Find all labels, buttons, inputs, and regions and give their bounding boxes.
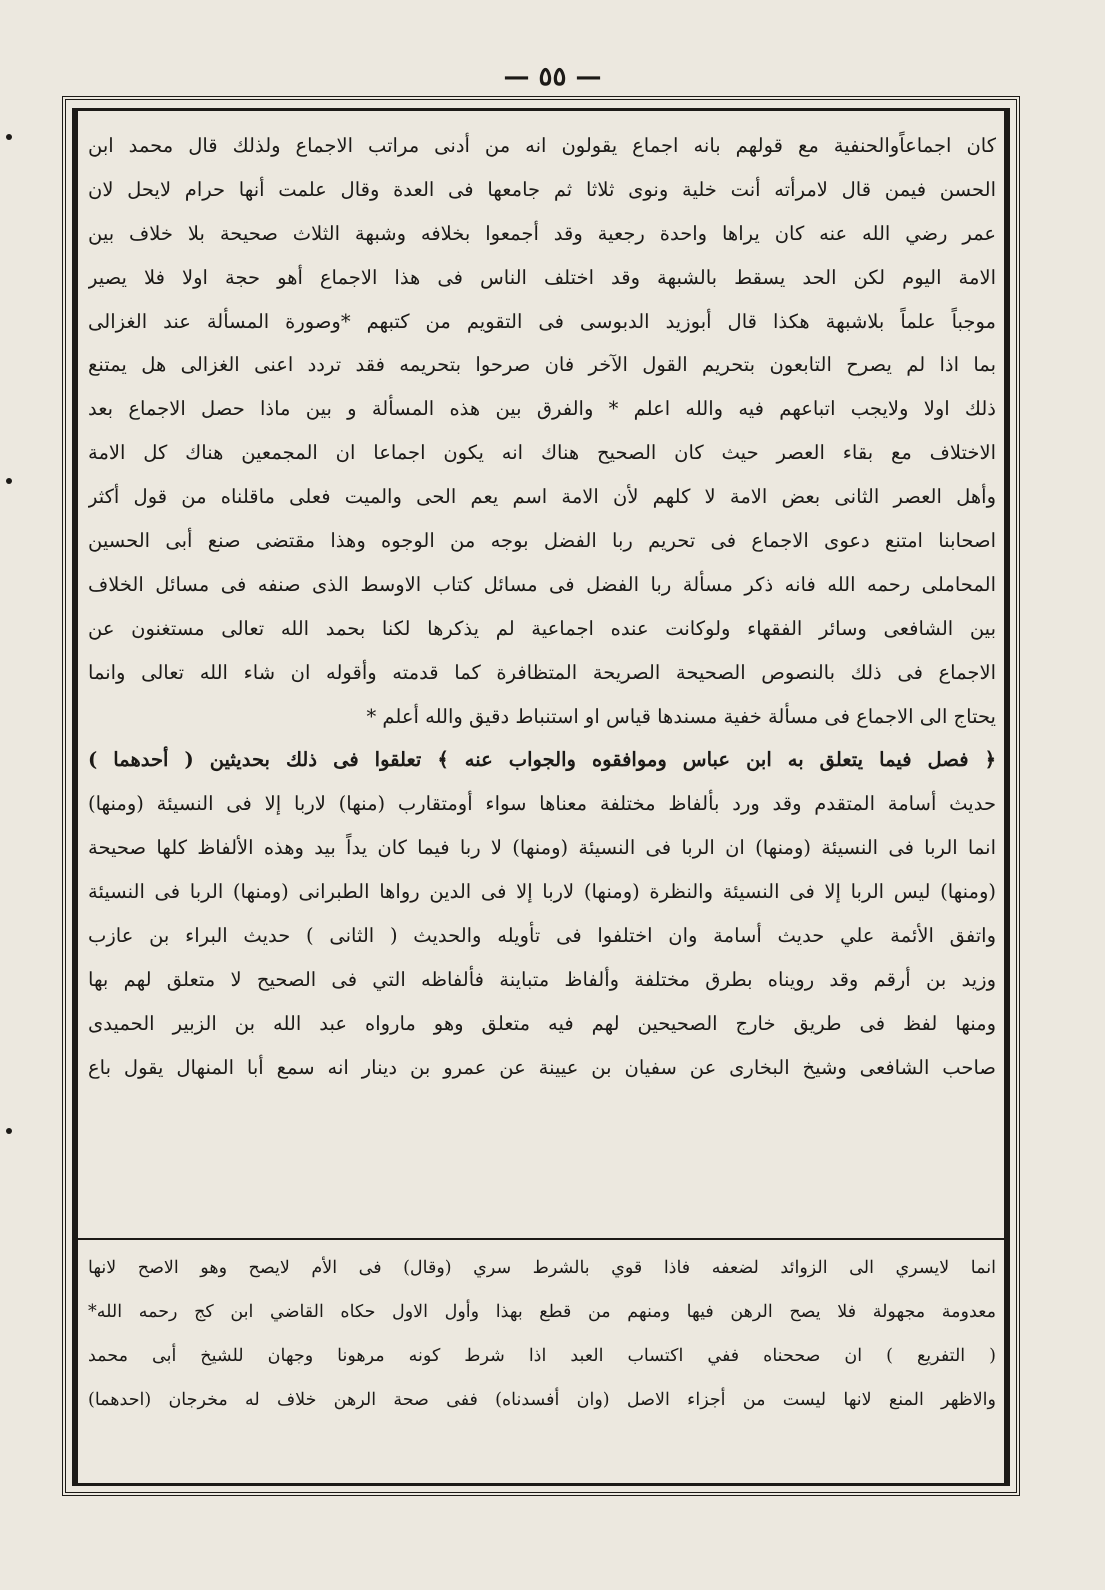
text-line: ومنها لفظ فى طريق خارج الصحيحين لهم فيه متعلق وهو مارواه عبد الله بن الزبير الحميدى xyxy=(88,1011,996,1035)
text-line: (ومنها) ليس الربا إلا فى النسيئة والنظرة (ومنها) لاربا إلا فى الدين رواها الطبرانى (ومنها) الربا فى النسيئة xyxy=(88,880,996,904)
text-line: اصحابنا امتنع دعوى الاجماع فى تحريم ربا الفضل بوجه من الوجوه وهذا مقتضى صنع أبى الحسين xyxy=(88,529,996,553)
text-line: واتفق الأئمة علي حديث أسامة وان اختلفوا فى تأويله والحديث ( الثانى ) حديث البراء بن عازب xyxy=(88,924,996,948)
footnote-line: انما لايسري الى الزوائد لضعفه فاذا قوي بالشرط سري (وقال) فى الأم لايصح وهو الاصح لانها xyxy=(88,1258,996,1278)
text-line: يحتاج الى الاجماع فى مسألة خفية مسندها قياس او استنباط دقيق والله أعلم * xyxy=(366,704,996,728)
text-line: الاجماع فى ذلك بالنصوص الصحيحة الصريحة المتظافرة كما قدمته وأقوله ان شاء الله تعالى وانما xyxy=(88,660,996,684)
text-line: الحسن فيمن قال لامرأته أنت خلية ونوى ثلاثا ثم جامعها فى العدة وقال علمت أنها حرام لايحل لان xyxy=(88,177,996,201)
text-line: المحاملى رحمه الله فانه ذكر مسألة ربا الفضل فى مسائل كتاب الاوسط الذى صنفه فى مسائل الخلاف xyxy=(88,572,996,596)
text-line: ذلك اولا ولايجب اتباعهم فيه والله اعلم * والفرق بين هذه المسألة و بين ماذا حصل الاجماع بعد xyxy=(88,397,996,421)
main-text xyxy=(88,124,996,1224)
text-line: بما اذا لم يصرح التابعون بتحريم القول الآخر فان صرحوا بتحريمه فقد تردد اعنى الغزالى هل يمتنع xyxy=(88,353,996,377)
text-line: الامة اليوم لكن الحد يسقط بالشبهة وقد اختلف الناس فى هذا الاجماع أهو حجة اولا فلا يصير xyxy=(88,265,996,289)
footnote-line: والاظهر المنع لانها ليست من أجزاء الاصل (وان أفسدناه) ففى صحة الرهن خلاف له مخرجان (احدهما) xyxy=(88,1390,996,1410)
text-line: حديث أسامة المتقدم وقد ورد بألفاظ مختلفة معناها سواء أومتقارب (منها) لاربا إلا فى النسيئة (ومنها) xyxy=(88,792,996,816)
text-line: الاختلاف مع بقاء العصر حيث كان الصحيح هناك انه يكون اجماعا ان المجمعين هناك كل الامة xyxy=(88,441,996,465)
text-line: انما الربا فى النسيئة (ومنها) ان الربا فى النسيئة (ومنها) لا ربا فيما كان يداً بيد وهذه الألفاظ كلها صحيحة xyxy=(88,836,996,860)
text-line: كان اجماعاًوالحنفية مع قولهم بانه اجماع يقولون انه من أدنى مراتب الاجماع ولذلك قال محمد ابن xyxy=(88,134,996,157)
text-line: موجباً علماً بلاشبهة هكذا قال أبوزيد الدبوسى فى التقويم من كتبهم *وصورة المسألة عند الغزالى xyxy=(88,309,996,333)
text-line: عمر رضي الله عنه كان يراها واحدة رجعية وقد أجمعوا بخلافه وشبهة الثلاث صحيحة بلا خلاف بين xyxy=(88,221,996,245)
footnote-line: ( التفريع ) ان صححناه ففي اكتساب العبد اذا شرط كونه مرهونا وجهان للشيخ أبى محمد xyxy=(88,1346,996,1366)
text-line: صاحب الشافعى وشيخ البخارى عن سفيان بن عيينة عن عمرو بن دينار انه سمع أبا المنهال يقول باع xyxy=(88,1055,996,1079)
footnotes xyxy=(88,1246,996,1466)
text-line: وأهل العصر الثانى بعض الامة لا كلهم لأن الامة اسم يعم الحى والميت فعلى ماقلناه من قول أكثر xyxy=(88,485,996,509)
margin-dot-icon xyxy=(6,134,12,140)
footnote-line: معدومة مجهولة فلا يصح الرهن فيها ومنهم من قطع بهذا وأول الاول حكاه القاضي ابن كج رحمه الله* xyxy=(88,1302,996,1322)
page-number: — ٥٥ — xyxy=(503,62,602,92)
footnote-divider xyxy=(72,1238,1010,1240)
text-line: وزيد بن أرقم وقد رويناه بطرق مختلفة وألفاظ متباينة فألفاظه التي فى الصحيح لا متعلق لهم بها xyxy=(88,967,996,991)
text-line: بين الشافعى وسائر الفقهاء ولوكانت عنده اجماعية لم يذكرها لكنا بحمد الله تعالى مستغنون عن xyxy=(88,616,996,640)
margin-dot-icon xyxy=(6,478,12,484)
section-heading-line: ﴿ فصل فيما يتعلق به ابن عباس وموافقوه والجواب عنه ﴾ تعلقوا فى ذلك بحديثين ( أحدهما ) xyxy=(88,748,996,772)
margin-dot-icon xyxy=(6,1128,12,1134)
